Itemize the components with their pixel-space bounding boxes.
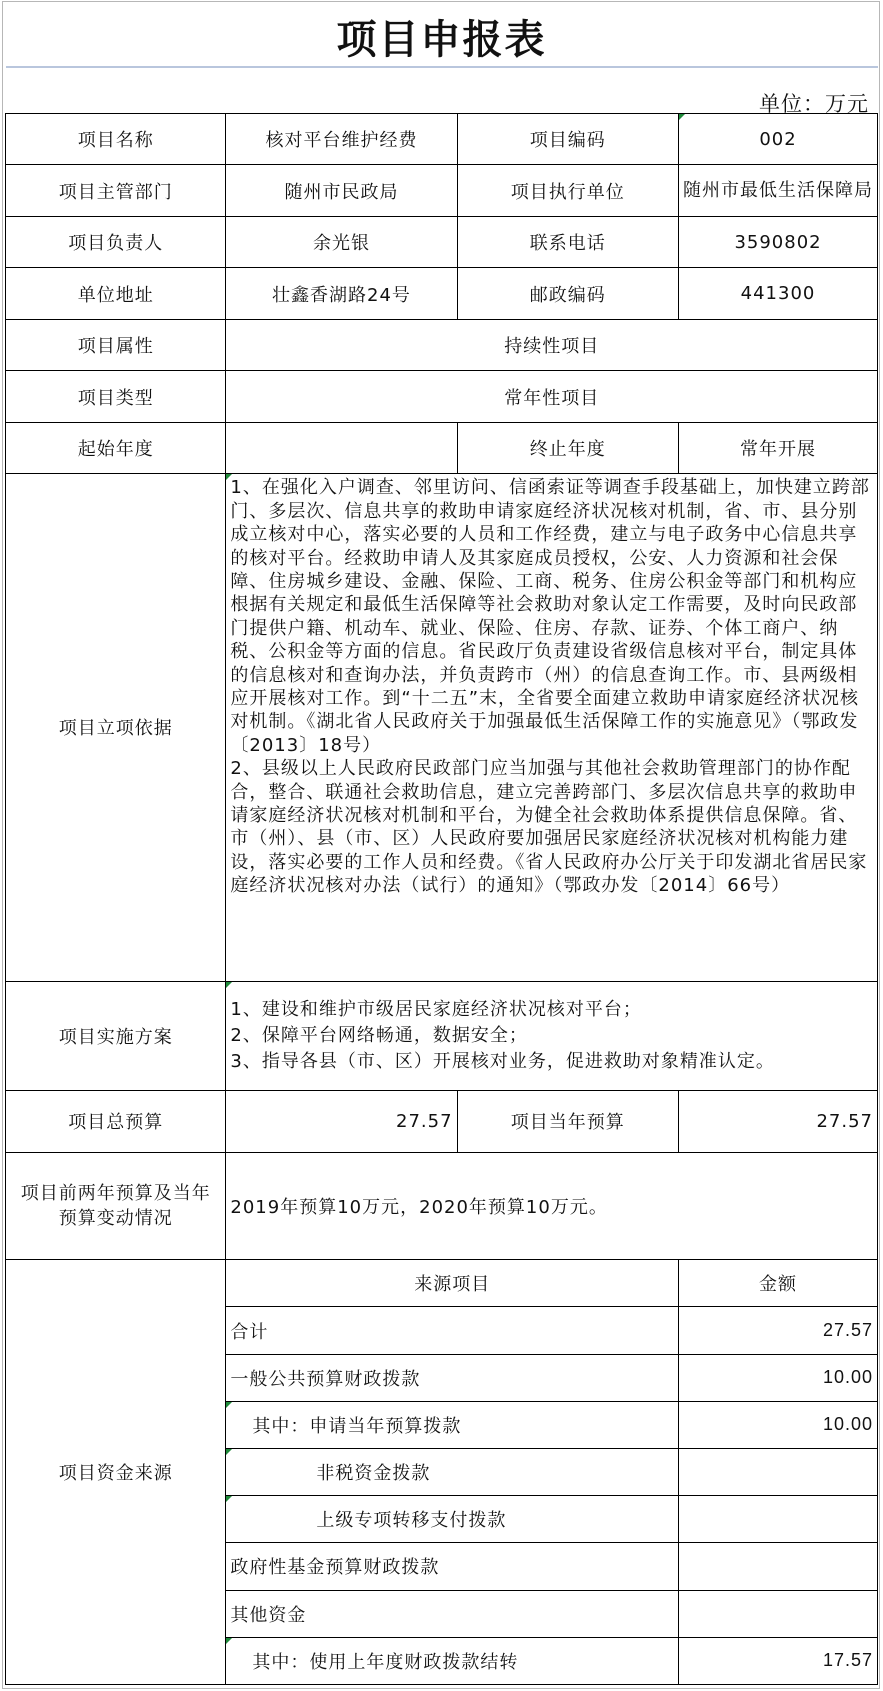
funding-label: 项目资金来源	[6, 1260, 226, 1685]
phone-value[interactable]: 3590802	[679, 216, 878, 267]
funding-row-amount[interactable]	[679, 1448, 878, 1495]
type-label: 项目类型	[6, 371, 226, 422]
exec-unit-value[interactable]: 随州市最低生活保障局	[679, 165, 878, 216]
plan-label: 项目实施方案	[6, 981, 226, 1090]
project-code-label: 项目编码	[457, 114, 678, 165]
funding-row-amount[interactable]: 10.00	[679, 1354, 878, 1401]
funding-row-name: 其中：申请当年预算拨款	[226, 1401, 679, 1448]
funding-row-name: 其他资金	[226, 1590, 679, 1637]
table-row	[6, 114, 878, 165]
page-title: 项目申报表	[336, 16, 547, 63]
funding-row-name: 上级专项转移支付拨款	[226, 1496, 679, 1543]
dept-value[interactable]: 随州市民政局	[226, 165, 457, 216]
funding-row-name: 政府性基金预算财政拨款	[226, 1543, 679, 1590]
budget-history-value[interactable]: 2019年预算10万元，2020年预算10万元。	[226, 1153, 878, 1260]
funding-row-amount[interactable]	[679, 1496, 878, 1543]
plan-item: 2、保障平台网络畅通，数据安全；	[230, 1024, 528, 1046]
unit-label: 单位：万元	[759, 92, 869, 116]
table-row	[6, 1090, 878, 1152]
postcode-value[interactable]: 441300	[679, 268, 878, 319]
funding-row-amount[interactable]: 27.57	[679, 1307, 878, 1354]
leader-value[interactable]: 余光银	[226, 216, 457, 267]
table-row	[6, 371, 878, 422]
plan-item: 1、建设和维护市级居民家庭经济状况核对平台；	[230, 998, 642, 1020]
end-year-value[interactable]: 常年开展	[679, 422, 878, 473]
basis-text[interactable]	[226, 474, 878, 981]
project-name-value[interactable]: 核对平台维护经费	[226, 114, 457, 165]
table-row	[6, 981, 878, 1090]
postcode-label: 邮政编码	[457, 268, 678, 319]
type-value[interactable]: 常年性项目	[226, 371, 878, 422]
funding-row-amount[interactable]: 17.57	[679, 1637, 878, 1684]
funding-col-amount: 金额	[679, 1260, 878, 1307]
attribute-value[interactable]: 持续性项目	[226, 319, 878, 370]
funding-row-name: 合计	[226, 1307, 679, 1354]
start-year-value[interactable]	[226, 422, 457, 473]
end-year-label: 终止年度	[457, 422, 678, 473]
address-value[interactable]: 壮鑫香湖路24号	[226, 268, 457, 319]
funding-row-amount[interactable]	[679, 1543, 878, 1590]
funding-row-name: 其中：使用上年度财政拨款结转	[226, 1637, 679, 1684]
project-name-label: 项目名称	[6, 114, 226, 165]
total-budget-label: 项目总预算	[6, 1090, 226, 1152]
funding-col-source: 来源项目	[226, 1260, 679, 1307]
table-row	[6, 474, 878, 981]
table-row	[6, 268, 878, 319]
table-row	[6, 1260, 878, 1307]
leader-label: 项目负责人	[6, 216, 226, 267]
table-row	[6, 216, 878, 267]
basis-label: 项目立项依据	[6, 474, 226, 981]
start-year-label: 起始年度	[6, 422, 226, 473]
title-divider	[6, 66, 878, 68]
funding-row-amount[interactable]	[679, 1590, 878, 1637]
basis-paragraph-1: 1、在强化入户调查、邻里访问、信函索证等调查手段基础上，加快建立跨部门、多层次、信息共享的救助申请家庭经济状况核对机制，省、市、县分别成立核对中心，落实必要的人员和工作经费，建立与电子政务中心信息共享的核对平台。经救助申请人及其家庭成员授权，公安、人力资源和社会保障、住房城乡建设、金融、保险、工商、税务、住房公积金等部门和机构应根据有关规定和最低生活保障等社会救助对象认定工作需要，及时向民政部门提供户籍、机动车、就业、保险、住房、存款、证券、个体工商户、纳税、公积金等方面的信息。省民政厅负责建设省级信息核对平台，制定具体的信息核对和查询办法，并负责跨市（州）的信息查询工作。市、县两级相应开展核对工作。到“十二五”末，全省要全面建立救助申请家庭经济状况核对机制。《湖北省人民政府关于加强最低生活保障工作的实施意见》（鄂政发〔2013〕18号）	[230, 477, 870, 756]
application-table	[5, 113, 878, 1685]
table-row	[6, 319, 878, 370]
phone-label: 联系电话	[457, 216, 678, 267]
budget-history-label: 项目前两年预算及当年预算变动情况	[6, 1153, 226, 1260]
funding-row-name: 非税资金拨款	[226, 1448, 679, 1495]
table-row	[6, 1153, 878, 1260]
exec-unit-label: 项目执行单位	[457, 165, 678, 216]
plan-text[interactable]	[226, 981, 878, 1090]
address-label: 单位地址	[6, 268, 226, 319]
total-budget-value[interactable]: 27.57	[226, 1090, 457, 1152]
dept-label: 项目主管部门	[6, 165, 226, 216]
project-code-value[interactable]: 002	[679, 114, 878, 165]
funding-row-name: 一般公共预算财政拨款	[226, 1354, 679, 1401]
current-budget-label: 项目当年预算	[457, 1090, 678, 1152]
funding-row-amount[interactable]: 10.00	[679, 1401, 878, 1448]
table-row	[6, 165, 878, 216]
plan-item: 3、指导各县（市、区）开展核对业务，促进救助对象精准认定。	[230, 1050, 775, 1072]
attribute-label: 项目属性	[6, 319, 226, 370]
table-row	[6, 422, 878, 473]
current-budget-value[interactable]: 27.57	[679, 1090, 878, 1152]
basis-paragraph-2: 2、县级以上人民政府民政部门应当加强与其他社会救助管理部门的协作配合，整合、联通社会救助信息，建立完善跨部门、多层次信息共享的救助申请家庭经济状况核对机制和平台，为健全社会救助体系提供信息保障。省、市（州）、县（市、区）人民政府要加强居民家庭经济状况核对机构能力建设，落实必要的工作人员和经费。《省人民政府办公厅关于印发湖北省居民家庭经济状况核对办法（试行）的通知》（鄂政办发〔2014〕66号）	[230, 758, 868, 897]
